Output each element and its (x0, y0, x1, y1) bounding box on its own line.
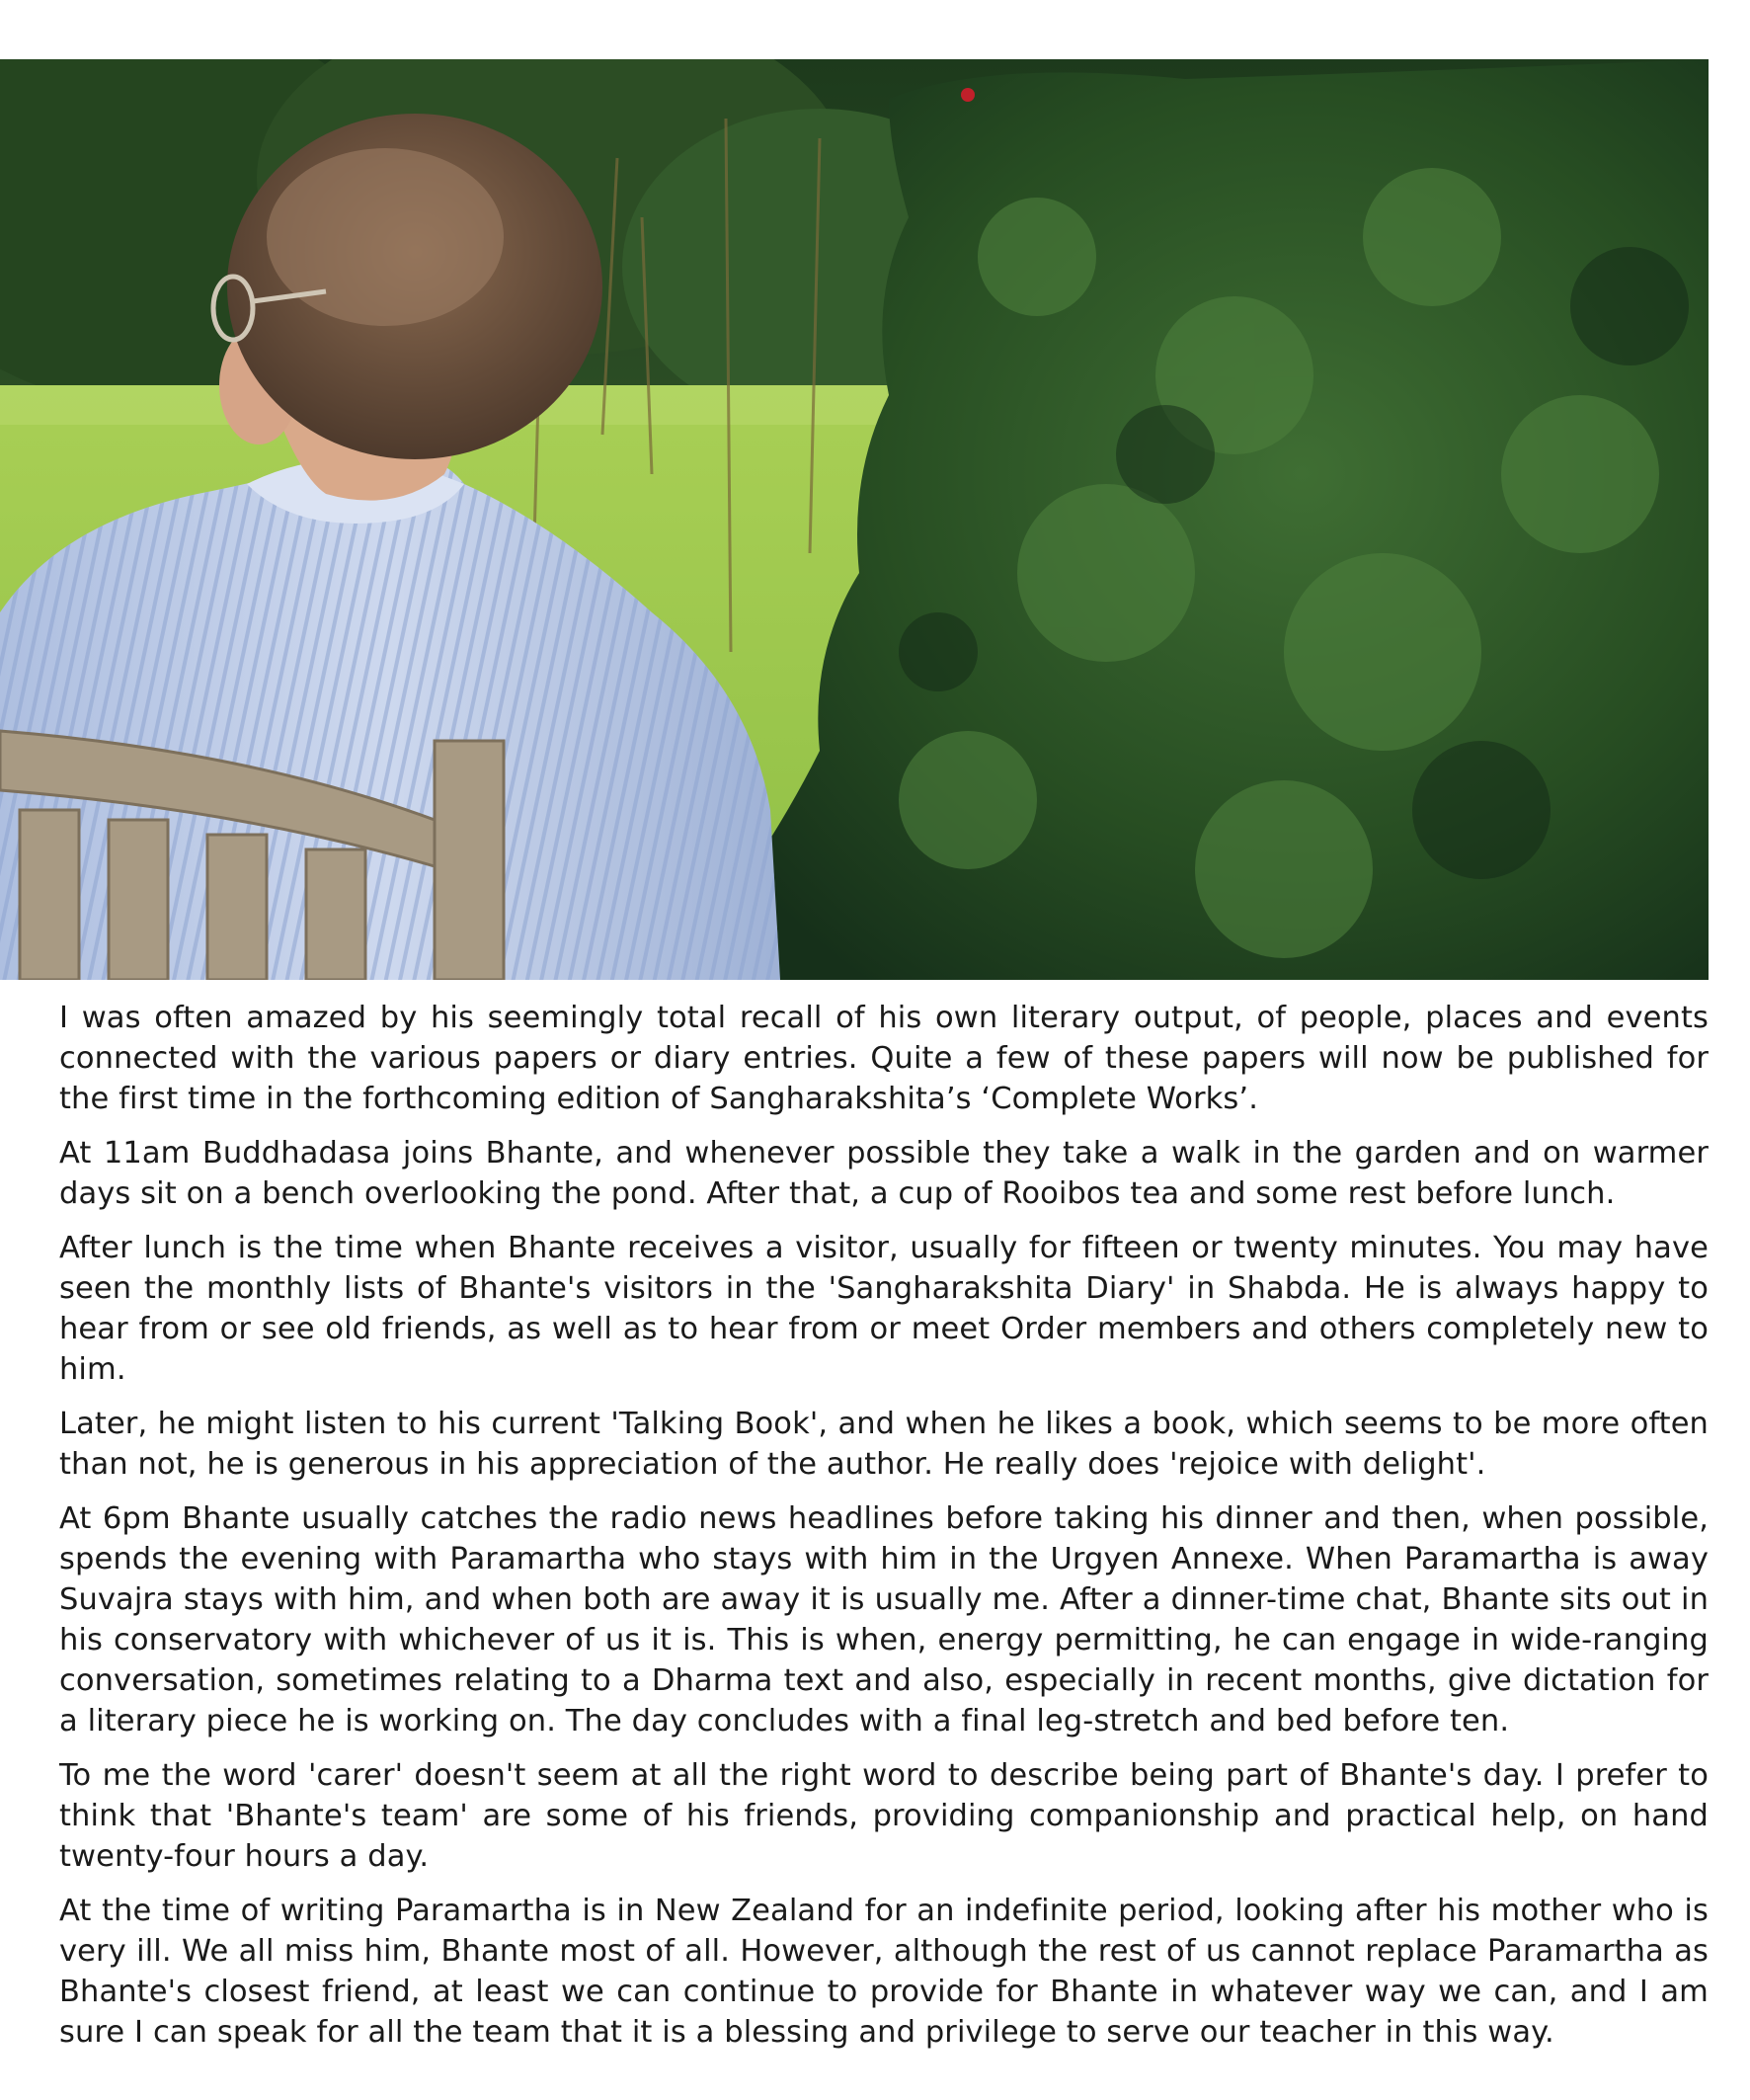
paragraph-paramartha: At the time of writing Paramartha is in New Zealand for an indefinite period, looking after his mother who is very ill. We all miss him, Bhante most of all. However, although the rest of us cannot replace Paramartha as Bhante's closest friend, at least we can continue to provide for Bhante in whatever way we can, and I am sure I can speak for all the team that it is a blessing and privilege to serve our teacher in this way. (59, 1894, 1709, 2050)
garden-photo (0, 59, 1709, 980)
paragraph-morning-walk: At 11am Buddhadasa joins Bhante, and whenever possible they take a walk in the garden and on warmer days sit on a bench overlooking the pond. After that, a cup of Rooibos tea and some rest before lunch. (59, 1136, 1709, 1211)
paragraph-carer: To me the word 'carer' doesn't seem at all the right word to describe being part of Bhante's day. I prefer to think that 'Bhante's team' are some of his friends, providing companionship and practical help, on hand twenty-four hours a day. (59, 1758, 1709, 1874)
paragraph-evening: At 6pm Bhante usually catches the radio news headlines before taking his dinner and then, when possible, spends the evening with Paramartha who stays with him in the Urgyen Annexe. When Paramartha is away Suvajra stays with him, and when both are away it is usually me. After a dinner-time chat, Bhante sits out in his conservatory with whichever of us it is. This is when, energy permitting, he can engage in wide-ranging conversation, sometimes relating to a Dharma text and also, especially in recent months, give dictation for a literary piece he is working on. The day concludes with a final leg-stretch and bed before ten. (59, 1501, 1709, 1738)
paragraph-visitors: After lunch is the time when Bhante receives a visitor, usually for fifteen or twenty minutes. You may have seen the monthly lists of Bhante's visitors in the 'Sangharakshita Diary' in Shabda. He is always happy to hear from or see old friends, as well as to hear from or meet Order members and others completely new to him. (59, 1231, 1709, 1387)
garden-photo-illustration (0, 59, 1709, 980)
paragraph-recall: I was often amazed by his seemingly total recall of his own literary output, of people, places and events connected with the various papers or diary entries. Quite a few of these papers will now be published for the first time in the forthcoming edition of Sangharakshita’s ‘Complete Works’. (59, 1001, 1709, 1116)
article-body (59, 998, 1709, 2066)
paragraph-talking-book: Later, he might listen to his current 'Talking Book', and when he likes a book, which seems to be more often than not, he is generous in his appreciation of the author. He really does 'rejoice with delight'. (59, 1407, 1709, 1482)
